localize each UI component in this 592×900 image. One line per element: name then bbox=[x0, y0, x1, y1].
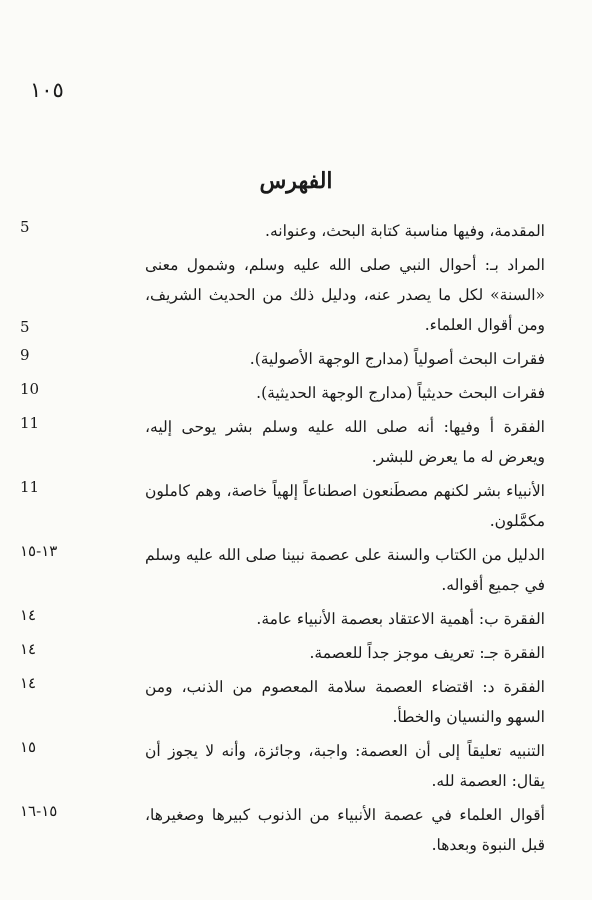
entry-text: أقوال العلماء في عصمة الأنبياء من الذنوب كبيرها وصغيرها، قبل النبوة وبعدها. bbox=[145, 806, 545, 854]
index-entry bbox=[20, 476, 545, 536]
index-list bbox=[20, 216, 545, 864]
entry-text: التنبيه تعليقاً إلى أن العصمة: واجبة، وجائزة، وأنه لا يجوز أن يقال: العصمة لله. bbox=[145, 742, 545, 790]
index-entry bbox=[20, 540, 545, 600]
entry-text: فقرات البحث أصولياً (مدارج الوجهة الأصولية). bbox=[249, 350, 545, 368]
page-title: الفهرس bbox=[259, 168, 333, 194]
entry-page-number: ١٣-١٥ bbox=[20, 542, 58, 560]
index-entry bbox=[20, 604, 545, 634]
entry-text: الفقرة ب: أهمية الاعتقاد بعصمة الأنبياء عامة. bbox=[256, 610, 545, 628]
index-entry bbox=[20, 344, 545, 374]
entry-page-number: 5 bbox=[20, 218, 30, 236]
entry-page-number: 11 bbox=[20, 478, 40, 496]
page-number: ١٠٥ bbox=[30, 78, 64, 102]
entry-text: الدليل من الكتاب والسنة على عصمة نبينا صلى الله عليه وسلم في جميع أقواله. bbox=[145, 546, 545, 594]
index-entry bbox=[20, 672, 545, 732]
entry-page-number: 10 bbox=[20, 380, 40, 398]
entry-text: المقدمة، وفيها مناسبة كتابة البحث، وعنوانه. bbox=[265, 222, 545, 240]
entry-text: المراد بـ: أحوال النبي صلى الله عليه وسلم، وشمول معنى «السنة» لكل ما يصدر عنه، ودليل ذلك من الحديث الشريف، ومن أقوال العلماء. bbox=[145, 256, 545, 334]
index-entry bbox=[20, 638, 545, 668]
index-entry bbox=[20, 412, 545, 472]
entry-text: الفقرة د: اقتضاء العصمة سلامة المعصوم من الذنب، ومن السهو والنسيان والخطأ. bbox=[145, 678, 545, 726]
entry-text: الأنبياء بشر لكنهم مصطَنعون اصطناعاً إلهياً خاصة، وهم كاملون مكمَّلون. bbox=[145, 482, 545, 530]
entry-text: فقرات البحث حديثياً (مدارج الوجهة الحديثية). bbox=[256, 384, 545, 402]
index-entry bbox=[20, 378, 545, 408]
index-entry bbox=[20, 736, 545, 796]
entry-text: الفقرة أ وفيها: أنه صلى الله عليه وسلم بشر يوحى إليه، ويعرض له ما يعرض للبشر. bbox=[145, 418, 545, 466]
entry-page-number: 5 bbox=[20, 318, 30, 336]
index-entry bbox=[20, 216, 545, 246]
entry-text: الفقرة جـ: تعريف موجز جداً للعصمة. bbox=[309, 644, 545, 662]
entry-page-number: ١٤ bbox=[20, 640, 37, 658]
entry-page-number: 11 bbox=[20, 414, 40, 432]
entry-page-number: ١٥ bbox=[20, 738, 37, 756]
entry-page-number: ١٥-١٦ bbox=[20, 802, 58, 820]
index-entry bbox=[20, 250, 545, 340]
index-entry bbox=[20, 800, 545, 860]
entry-page-number: ١٤ bbox=[20, 674, 37, 692]
entry-page-number: ١٤ bbox=[20, 606, 37, 624]
entry-page-number: 9 bbox=[20, 346, 30, 364]
